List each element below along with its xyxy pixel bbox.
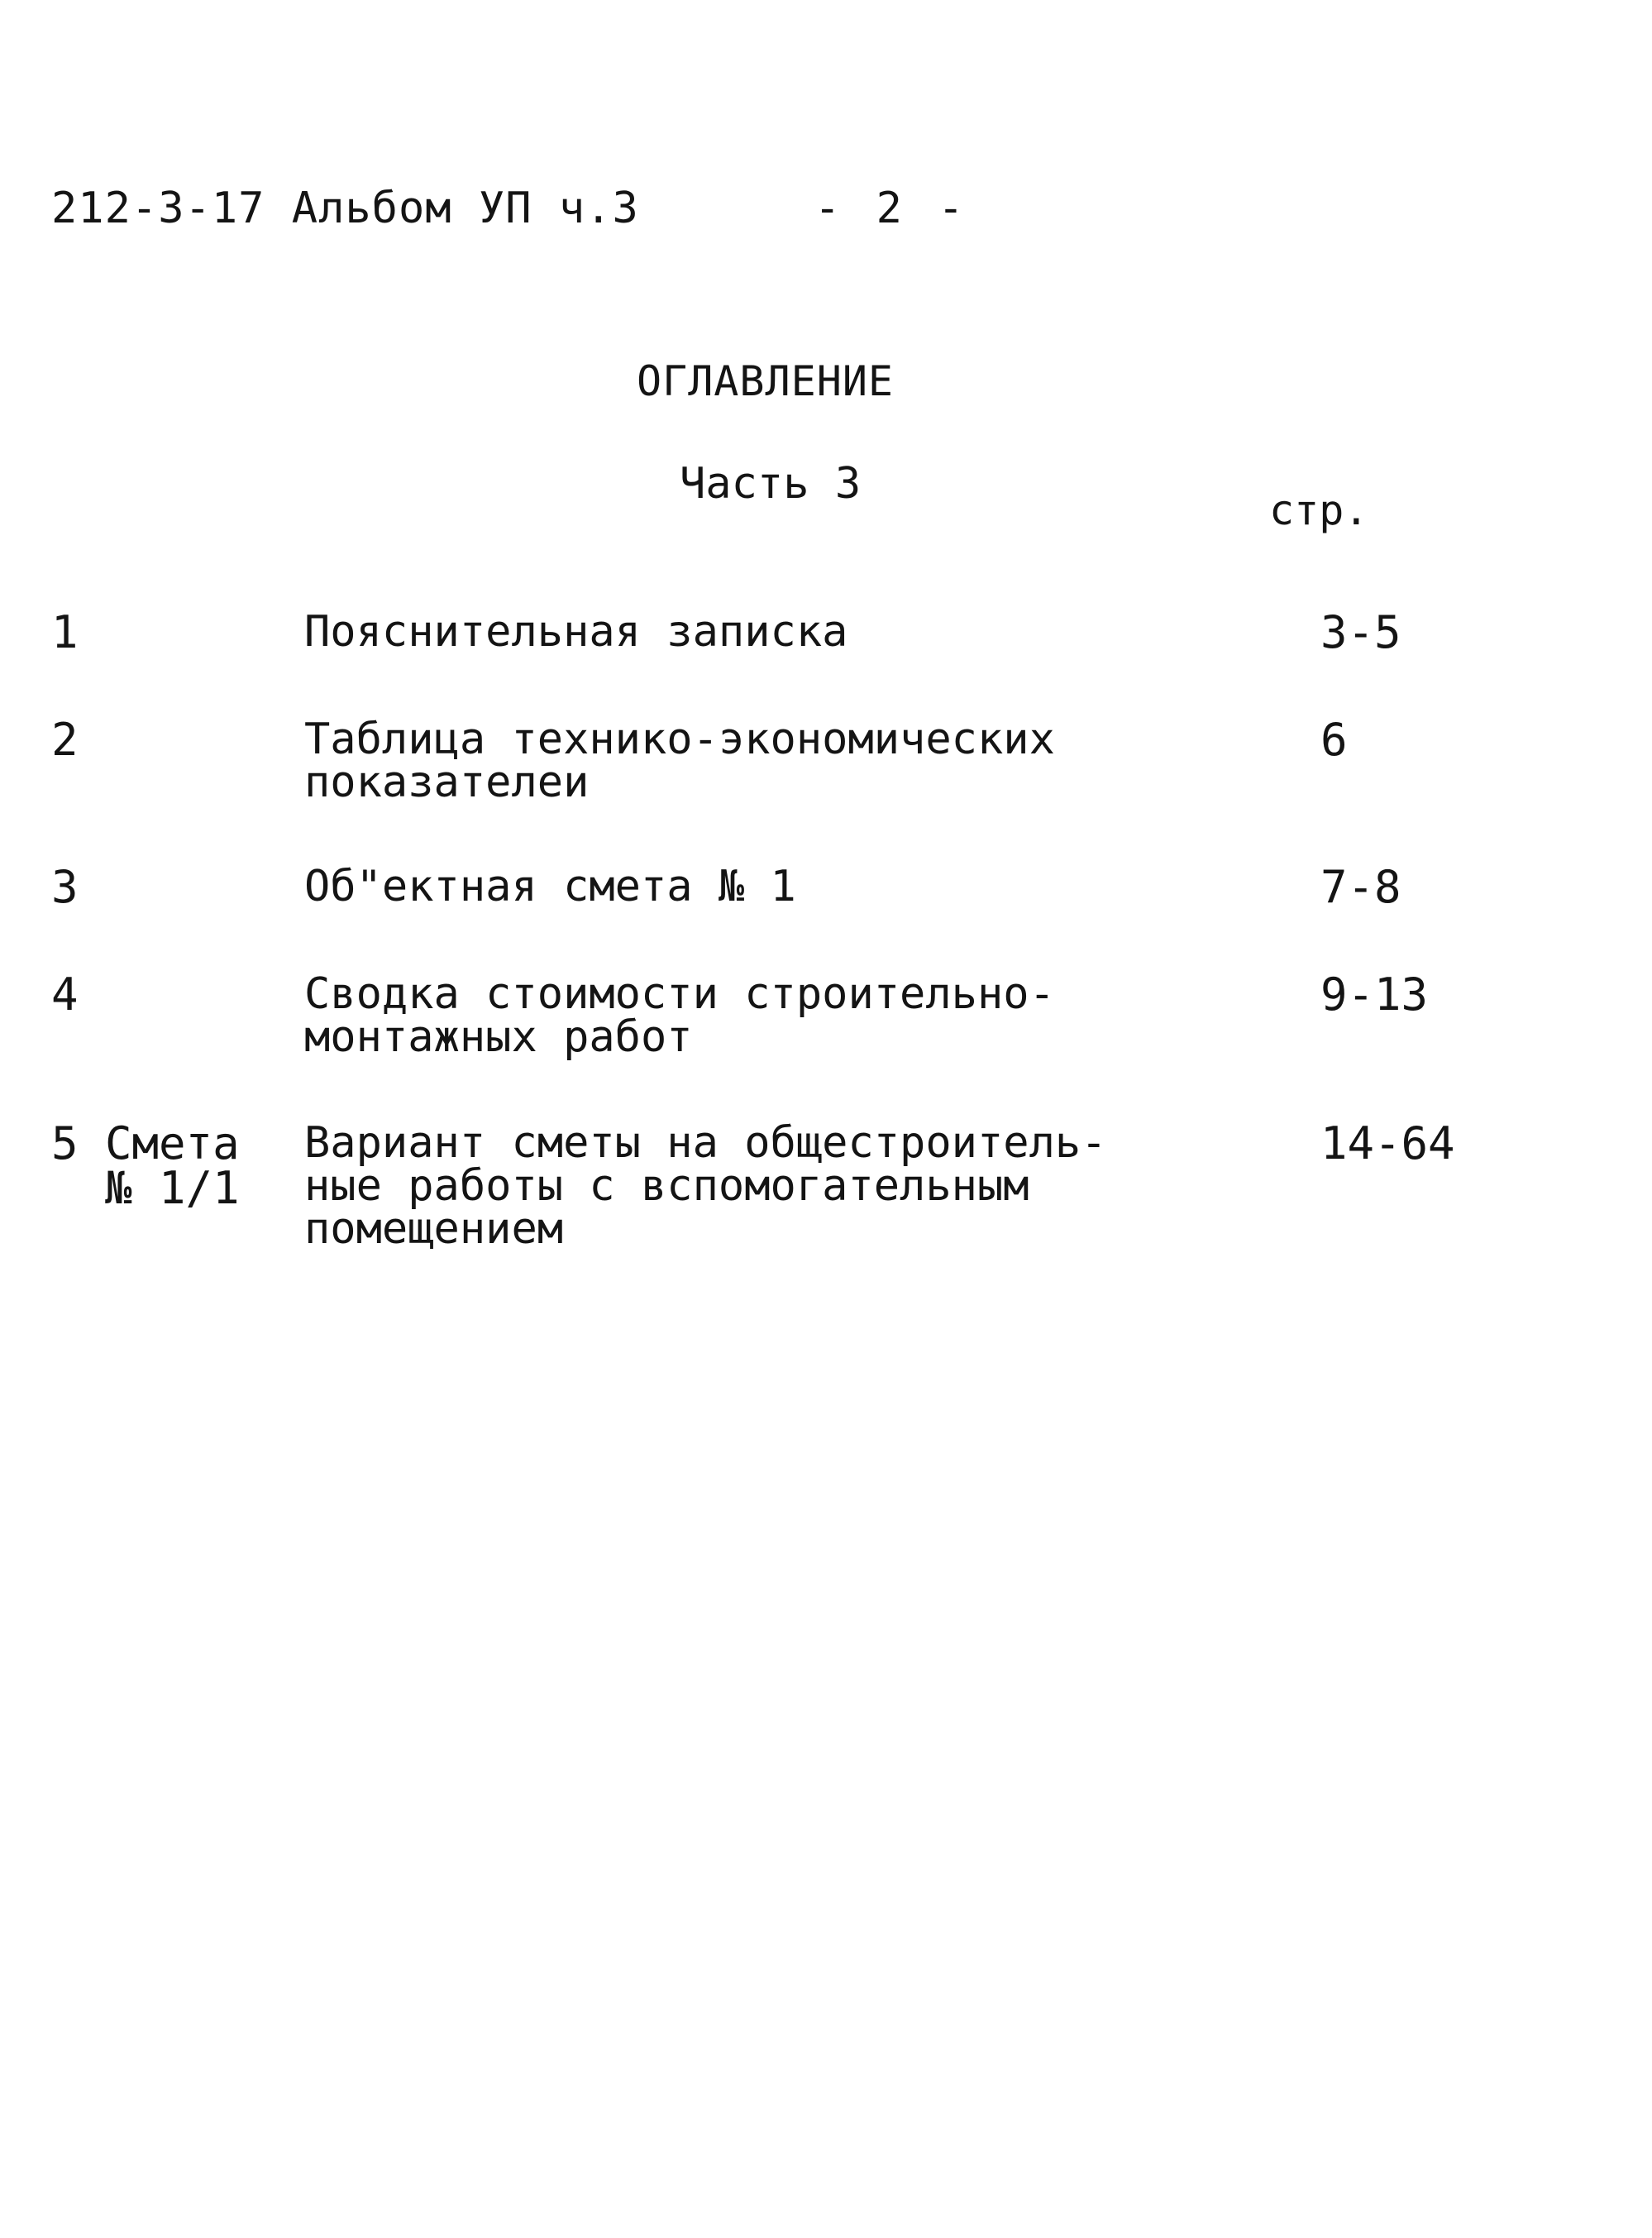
toc-entry-number: 5 Смета № 1/1 [51, 1117, 240, 1214]
toc-entry-title: Об"ектная смета № 1 [304, 862, 796, 911]
toc-entry-title: Сводка стоимости строительно- монтажных работ [304, 969, 1055, 1062]
toc-entry-pages: 3-5 [1320, 606, 1401, 658]
toc-entry [0, 1117, 1652, 1303]
toc-entry-pages: 6 [1320, 714, 1348, 766]
page-column-label: стр. [1269, 486, 1369, 534]
toc-entry-pages: 14-64 [1320, 1117, 1455, 1169]
toc-entry [0, 714, 1652, 858]
document-code: 212-3-17 Альбом УП ч.3 [51, 184, 639, 233]
toc-entry-pages: 7-8 [1320, 861, 1401, 913]
toc-entry-title: Таблица технико-экономических показателеи [304, 715, 1055, 807]
toc-entry-number: 4 [51, 968, 79, 1021]
toc-entry-number: 3 [51, 861, 79, 913]
toc-entry-number: 2 [51, 714, 79, 766]
part-title: Часть 3 [680, 459, 862, 509]
toc-entry-title: Вариант сметы на общестроитель- ные работы с вспомогательным помещением [304, 1118, 1107, 1254]
page-number: - 2 - [814, 184, 969, 233]
toc-entry [0, 968, 1652, 1113]
toc-entry-title: Пояснительная записка [304, 607, 848, 657]
toc-entry-pages: 9-13 [1320, 968, 1429, 1021]
toc-entry-number: 1 [51, 606, 79, 658]
toc-title: ОГЛАВЛЕНИЕ [637, 357, 895, 405]
